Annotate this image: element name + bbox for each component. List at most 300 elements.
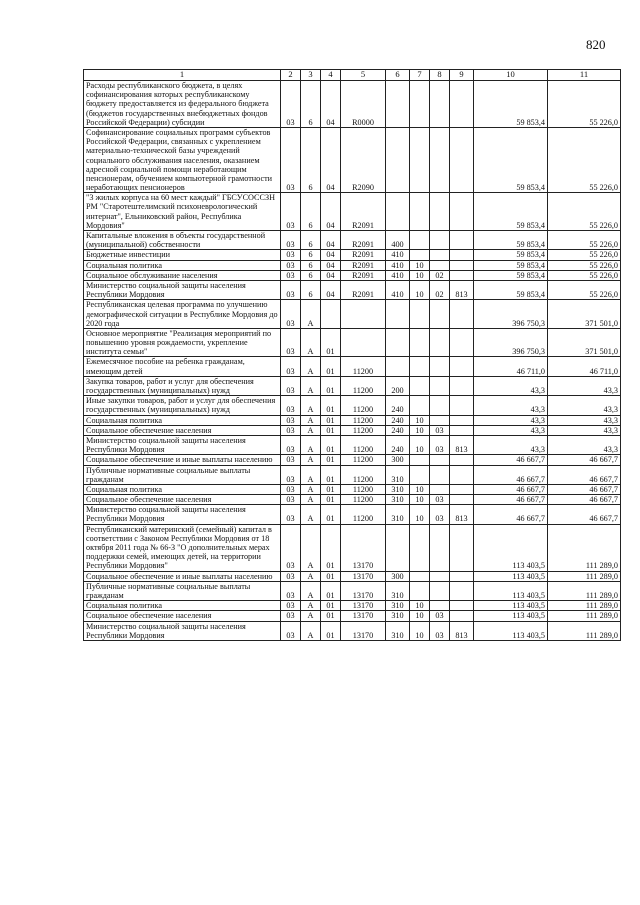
row-name-cell: Республиканская целевая программа по улучшению демографической ситуации в Республике Мордовия до 2020 года xyxy=(84,300,281,329)
row-value-cell: 04 xyxy=(321,280,341,299)
row-value-cell: А xyxy=(301,328,321,357)
row-value-cell xyxy=(450,425,474,435)
row-value-cell: 6 xyxy=(301,280,321,299)
row-value-cell: 01 xyxy=(321,484,341,494)
table-row xyxy=(84,465,621,484)
table-row xyxy=(84,415,621,425)
row-value-cell: 04 xyxy=(321,81,341,128)
row-value-cell xyxy=(450,260,474,270)
table-row xyxy=(84,328,621,357)
row-value-cell: 03 xyxy=(281,260,301,270)
row-name-cell: Социальная политика xyxy=(84,601,281,611)
row-value-cell: 03 xyxy=(281,81,301,128)
row-value-cell: 04 xyxy=(321,231,341,250)
table-row xyxy=(84,435,621,454)
row-value-cell xyxy=(321,300,341,329)
row-value-cell xyxy=(410,328,430,357)
row-value-cell: 43,3 xyxy=(474,376,548,395)
table-row xyxy=(84,571,621,581)
row-value-cell: 03 xyxy=(281,231,301,250)
table-row xyxy=(84,300,621,329)
row-value-cell: 03 xyxy=(281,328,301,357)
row-name-cell: Социальное обеспечение населения xyxy=(84,495,281,505)
row-value-cell xyxy=(450,300,474,329)
row-value-cell: 46 667,7 xyxy=(548,455,621,465)
row-value-cell xyxy=(450,81,474,128)
row-value-cell: 310 xyxy=(386,611,410,621)
row-value-cell: 02 xyxy=(430,270,450,280)
table-row xyxy=(84,621,621,640)
row-name-cell: Социальная политика xyxy=(84,260,281,270)
row-value-cell: А xyxy=(301,611,321,621)
row-value-cell xyxy=(410,81,430,128)
row-name-cell: Закупка товаров, работ и услуг для обеспечения государственных (муниципальных) нужд xyxy=(84,376,281,395)
row-value-cell xyxy=(410,357,430,376)
row-value-cell: 04 xyxy=(321,260,341,270)
row-value-cell: 43,3 xyxy=(474,396,548,415)
row-value-cell: 43,3 xyxy=(548,396,621,415)
row-value-cell: 03 xyxy=(281,415,301,425)
row-value-cell: 240 xyxy=(386,435,410,454)
row-value-cell xyxy=(450,415,474,425)
row-value-cell: 11200 xyxy=(341,455,386,465)
row-value-cell: 6 xyxy=(301,193,321,231)
table-row xyxy=(84,250,621,260)
row-value-cell: 46 667,7 xyxy=(548,484,621,494)
table-row xyxy=(84,495,621,505)
row-value-cell: 04 xyxy=(321,193,341,231)
row-value-cell: 410 xyxy=(386,260,410,270)
row-name-cell: Социальное обеспечение и иные выплаты населению xyxy=(84,455,281,465)
row-value-cell: 01 xyxy=(321,524,341,571)
row-name-cell: Министерство социальной защиты населения Республики Мордовия xyxy=(84,280,281,299)
row-value-cell: А xyxy=(301,465,321,484)
row-value-cell: А xyxy=(301,621,321,640)
row-value-cell: 813 xyxy=(450,621,474,640)
row-value-cell: 10 xyxy=(410,260,430,270)
row-value-cell: А xyxy=(301,415,321,425)
row-value-cell xyxy=(450,328,474,357)
row-value-cell: 111 289,0 xyxy=(548,571,621,581)
row-value-cell: 04 xyxy=(321,127,341,192)
row-value-cell xyxy=(386,357,410,376)
row-value-cell: 03 xyxy=(281,357,301,376)
row-value-cell: 59 853,4 xyxy=(474,231,548,250)
row-value-cell: 46 711,0 xyxy=(548,357,621,376)
row-value-cell: 03 xyxy=(281,524,301,571)
row-value-cell: А xyxy=(301,435,321,454)
row-value-cell: 46 667,7 xyxy=(548,495,621,505)
row-value-cell: 6 xyxy=(301,270,321,280)
row-value-cell xyxy=(450,193,474,231)
row-value-cell: 59 853,4 xyxy=(474,260,548,270)
row-value-cell xyxy=(450,376,474,395)
row-value-cell xyxy=(450,396,474,415)
row-value-cell: 11200 xyxy=(341,465,386,484)
row-value-cell: 410 xyxy=(386,270,410,280)
row-value-cell: 396 750,3 xyxy=(474,300,548,329)
row-value-cell xyxy=(430,581,450,600)
row-value-cell xyxy=(386,127,410,192)
row-value-cell xyxy=(410,581,430,600)
row-value-cell: R2090 xyxy=(341,127,386,192)
row-value-cell xyxy=(450,357,474,376)
row-value-cell xyxy=(430,396,450,415)
row-value-cell: 43,3 xyxy=(548,376,621,395)
row-name-cell: "3 жилых корпуса на 60 мест каждый" ГБСУСОССЗН РМ "Старотештелимский психоневрологический интернат", Ельниковский район, Республика Мордовия" xyxy=(84,193,281,231)
row-value-cell: 03 xyxy=(281,193,301,231)
row-value-cell: 03 xyxy=(430,435,450,454)
row-value-cell: 200 xyxy=(386,376,410,395)
table-header-row xyxy=(84,70,621,81)
row-value-cell: 01 xyxy=(321,621,341,640)
row-value-cell xyxy=(410,524,430,571)
row-value-cell: 310 xyxy=(386,465,410,484)
row-value-cell: 6 xyxy=(301,260,321,270)
row-value-cell xyxy=(430,484,450,494)
row-value-cell xyxy=(450,127,474,192)
row-value-cell: 400 xyxy=(386,231,410,250)
row-value-cell xyxy=(410,250,430,260)
row-value-cell xyxy=(386,81,410,128)
row-value-cell: 01 xyxy=(321,435,341,454)
row-value-cell: 03 xyxy=(281,455,301,465)
row-value-cell: 11200 xyxy=(341,425,386,435)
row-value-cell xyxy=(410,127,430,192)
row-value-cell: 13170 xyxy=(341,571,386,581)
row-value-cell xyxy=(450,270,474,280)
row-value-cell: 01 xyxy=(321,425,341,435)
row-value-cell: 55 226,0 xyxy=(548,231,621,250)
row-value-cell: 02 xyxy=(430,280,450,299)
row-value-cell xyxy=(410,376,430,395)
row-name-cell: Софинансирование социальных программ субъектов Российской Федерации, связанных с укреплением материально-технической базы учреждений социального обслуживания населения, оказанием адресной социальной помощи неработающим пенсионерам, обучением компьютерной грамотности неработающих пенсионеров xyxy=(84,127,281,192)
header-cell: 4 xyxy=(321,70,341,81)
row-name-cell: Основное мероприятие "Реализация мероприятий по повышению уровня рождаемости, укрепление института семьи" xyxy=(84,328,281,357)
table-row xyxy=(84,505,621,524)
row-value-cell xyxy=(410,455,430,465)
row-value-cell xyxy=(386,328,410,357)
row-value-cell: 11200 xyxy=(341,505,386,524)
row-value-cell: 03 xyxy=(430,611,450,621)
row-value-cell: 113 403,5 xyxy=(474,621,548,640)
header-cell: 10 xyxy=(474,70,548,81)
row-value-cell: А xyxy=(301,396,321,415)
row-value-cell: 59 853,4 xyxy=(474,280,548,299)
row-value-cell: 43,3 xyxy=(474,435,548,454)
row-name-cell: Социальное обеспечение и иные выплаты населению xyxy=(84,571,281,581)
row-value-cell: 113 403,5 xyxy=(474,601,548,611)
header-cell: 3 xyxy=(301,70,321,81)
row-value-cell: 55 226,0 xyxy=(548,81,621,128)
row-value-cell: 13170 xyxy=(341,524,386,571)
header-cell: 5 xyxy=(341,70,386,81)
row-value-cell: 03 xyxy=(281,465,301,484)
row-value-cell: 111 289,0 xyxy=(548,611,621,621)
row-value-cell: 01 xyxy=(321,376,341,395)
row-value-cell: 59 853,4 xyxy=(474,127,548,192)
row-value-cell: 6 xyxy=(301,231,321,250)
row-value-cell: 410 xyxy=(386,250,410,260)
row-value-cell: 03 xyxy=(281,484,301,494)
table-row xyxy=(84,280,621,299)
row-value-cell: 03 xyxy=(430,621,450,640)
row-value-cell: 46 667,7 xyxy=(474,505,548,524)
row-value-cell: 10 xyxy=(410,435,430,454)
row-value-cell: А xyxy=(301,524,321,571)
row-value-cell: 310 xyxy=(386,505,410,524)
row-value-cell: 43,3 xyxy=(474,425,548,435)
header-cell: 7 xyxy=(410,70,430,81)
row-value-cell xyxy=(450,250,474,260)
row-value-cell: 43,3 xyxy=(548,435,621,454)
row-value-cell: 01 xyxy=(321,465,341,484)
row-value-cell: 6 xyxy=(301,81,321,128)
row-value-cell: А xyxy=(301,495,321,505)
row-value-cell xyxy=(430,127,450,192)
row-value-cell: 113 403,5 xyxy=(474,524,548,571)
row-value-cell: 03 xyxy=(281,601,301,611)
row-value-cell: 10 xyxy=(410,601,430,611)
row-value-cell xyxy=(341,328,386,357)
row-value-cell: 46 667,7 xyxy=(474,495,548,505)
row-value-cell xyxy=(410,300,430,329)
row-value-cell xyxy=(410,193,430,231)
row-value-cell xyxy=(410,396,430,415)
row-value-cell: 240 xyxy=(386,396,410,415)
row-value-cell: 11200 xyxy=(341,495,386,505)
row-value-cell: А xyxy=(301,300,321,329)
row-value-cell xyxy=(450,601,474,611)
table-row xyxy=(84,601,621,611)
row-name-cell: Социальное обслуживание населения xyxy=(84,270,281,280)
row-value-cell xyxy=(430,455,450,465)
row-name-cell: Иные закупки товаров, работ и услуг для обеспечения государственных (муниципальных) нужд xyxy=(84,396,281,415)
row-name-cell: Министерство социальной защиты населения Республики Мордовия xyxy=(84,505,281,524)
row-value-cell xyxy=(450,484,474,494)
row-value-cell: 10 xyxy=(410,415,430,425)
row-value-cell: 410 xyxy=(386,280,410,299)
row-name-cell: Министерство социальной защиты населения Республики Мордовия xyxy=(84,621,281,640)
row-value-cell xyxy=(430,415,450,425)
row-value-cell: 310 xyxy=(386,484,410,494)
row-value-cell: 11200 xyxy=(341,435,386,454)
row-value-cell: 04 xyxy=(321,250,341,260)
row-value-cell: 10 xyxy=(410,425,430,435)
row-value-cell: А xyxy=(301,484,321,494)
row-name-cell: Социальное обеспечение населения xyxy=(84,425,281,435)
row-name-cell: Расходы республиканского бюджета, в целях софинансирования которых республиканскому бюджету предоставляется из федерального бюджета (бюджетов государственных внебюджетных фондов Российской Федерации) субсидии xyxy=(84,81,281,128)
row-value-cell: 11200 xyxy=(341,396,386,415)
row-value-cell xyxy=(430,231,450,250)
row-value-cell: 03 xyxy=(281,250,301,260)
row-value-cell xyxy=(386,524,410,571)
row-value-cell xyxy=(450,611,474,621)
row-value-cell: 113 403,5 xyxy=(474,611,548,621)
row-value-cell: 46 711,0 xyxy=(474,357,548,376)
row-value-cell: 46 667,7 xyxy=(548,465,621,484)
row-value-cell xyxy=(430,465,450,484)
row-value-cell xyxy=(450,465,474,484)
row-value-cell: 6 xyxy=(301,250,321,260)
row-value-cell: 11200 xyxy=(341,484,386,494)
row-value-cell: 01 xyxy=(321,415,341,425)
row-value-cell xyxy=(430,357,450,376)
row-value-cell: 59 853,4 xyxy=(474,193,548,231)
row-name-cell: Капитальные вложения в объекты государственной (муниципальной) собственности xyxy=(84,231,281,250)
row-value-cell: 11200 xyxy=(341,357,386,376)
table-row xyxy=(84,270,621,280)
row-value-cell: 55 226,0 xyxy=(548,250,621,260)
row-value-cell: 59 853,4 xyxy=(474,81,548,128)
row-value-cell: А xyxy=(301,571,321,581)
row-value-cell: 310 xyxy=(386,621,410,640)
row-value-cell: R2091 xyxy=(341,250,386,260)
row-value-cell: А xyxy=(301,601,321,611)
table-row xyxy=(84,396,621,415)
row-value-cell: 03 xyxy=(281,621,301,640)
row-value-cell: 46 667,7 xyxy=(474,484,548,494)
table-row xyxy=(84,260,621,270)
row-value-cell: 111 289,0 xyxy=(548,601,621,611)
header-cell: 8 xyxy=(430,70,450,81)
table-row xyxy=(84,127,621,192)
row-value-cell: 03 xyxy=(281,270,301,280)
table-row xyxy=(84,455,621,465)
row-value-cell: 10 xyxy=(410,621,430,640)
header-cell: 2 xyxy=(281,70,301,81)
row-value-cell: 46 667,7 xyxy=(548,505,621,524)
table-row xyxy=(84,611,621,621)
row-value-cell: А xyxy=(301,376,321,395)
row-value-cell: 310 xyxy=(386,581,410,600)
row-value-cell: 03 xyxy=(281,127,301,192)
row-value-cell: R2091 xyxy=(341,231,386,250)
header-cell: 6 xyxy=(386,70,410,81)
row-value-cell: 01 xyxy=(321,601,341,611)
row-value-cell: 03 xyxy=(281,611,301,621)
row-value-cell: R2091 xyxy=(341,270,386,280)
row-value-cell: 01 xyxy=(321,396,341,415)
row-value-cell xyxy=(430,250,450,260)
row-value-cell: 240 xyxy=(386,415,410,425)
row-value-cell: 6 xyxy=(301,127,321,192)
row-value-cell: 813 xyxy=(450,435,474,454)
row-value-cell: R2091 xyxy=(341,280,386,299)
table-row xyxy=(84,231,621,250)
row-value-cell: 300 xyxy=(386,571,410,581)
row-value-cell: 10 xyxy=(410,484,430,494)
row-value-cell: 813 xyxy=(450,280,474,299)
row-value-cell: R2091 xyxy=(341,260,386,270)
row-value-cell: 11200 xyxy=(341,415,386,425)
row-value-cell: 03 xyxy=(430,425,450,435)
row-value-cell xyxy=(450,524,474,571)
header-cell: 11 xyxy=(548,70,621,81)
row-value-cell: 46 667,7 xyxy=(474,465,548,484)
row-value-cell xyxy=(450,455,474,465)
row-value-cell xyxy=(386,193,410,231)
row-value-cell xyxy=(430,193,450,231)
row-value-cell xyxy=(450,581,474,600)
row-value-cell: 59 853,4 xyxy=(474,270,548,280)
row-value-cell xyxy=(430,260,450,270)
row-value-cell: 43,3 xyxy=(548,425,621,435)
row-name-cell: Министерство социальной защиты населения Республики Мордовия xyxy=(84,435,281,454)
row-value-cell: А xyxy=(301,581,321,600)
row-value-cell: 55 226,0 xyxy=(548,260,621,270)
row-value-cell: 113 403,5 xyxy=(474,571,548,581)
page-number: 820 xyxy=(586,37,606,52)
row-value-cell: 10 xyxy=(410,495,430,505)
row-value-cell: 371 501,0 xyxy=(548,300,621,329)
row-value-cell xyxy=(430,81,450,128)
row-value-cell: 03 xyxy=(281,376,301,395)
row-value-cell: 13170 xyxy=(341,621,386,640)
row-value-cell xyxy=(410,571,430,581)
row-value-cell: А xyxy=(301,425,321,435)
header-cell: 1 xyxy=(84,70,281,81)
row-name-cell: Публичные нормативные социальные выплаты гражданам xyxy=(84,465,281,484)
row-value-cell: 111 289,0 xyxy=(548,524,621,571)
table-row xyxy=(84,357,621,376)
row-value-cell: 55 226,0 xyxy=(548,193,621,231)
row-value-cell: R0000 xyxy=(341,81,386,128)
table-row xyxy=(84,581,621,600)
row-value-cell: 01 xyxy=(321,571,341,581)
table-row xyxy=(84,376,621,395)
row-value-cell: 03 xyxy=(281,581,301,600)
row-value-cell: 03 xyxy=(281,495,301,505)
row-value-cell xyxy=(410,465,430,484)
row-value-cell xyxy=(450,231,474,250)
row-value-cell: 01 xyxy=(321,581,341,600)
row-value-cell xyxy=(430,601,450,611)
row-value-cell: 03 xyxy=(430,505,450,524)
row-value-cell: 111 289,0 xyxy=(548,581,621,600)
row-value-cell: 43,3 xyxy=(474,415,548,425)
row-name-cell: Социальная политика xyxy=(84,484,281,494)
table-row xyxy=(84,425,621,435)
table-row xyxy=(84,524,621,571)
row-value-cell: А xyxy=(301,505,321,524)
row-name-cell: Социальное обеспечение населения xyxy=(84,611,281,621)
row-value-cell: 01 xyxy=(321,505,341,524)
row-value-cell xyxy=(430,328,450,357)
row-value-cell: 43,3 xyxy=(548,415,621,425)
row-value-cell: 240 xyxy=(386,425,410,435)
row-value-cell xyxy=(386,300,410,329)
row-value-cell xyxy=(410,231,430,250)
row-value-cell: 10 xyxy=(410,280,430,299)
row-value-cell: 01 xyxy=(321,328,341,357)
row-value-cell: 03 xyxy=(281,425,301,435)
row-value-cell: 310 xyxy=(386,495,410,505)
row-value-cell: 03 xyxy=(281,300,301,329)
row-value-cell xyxy=(450,571,474,581)
row-value-cell: 01 xyxy=(321,495,341,505)
row-value-cell: 55 226,0 xyxy=(548,280,621,299)
row-value-cell: 13170 xyxy=(341,581,386,600)
row-value-cell: 813 xyxy=(450,505,474,524)
row-value-cell: 03 xyxy=(281,505,301,524)
table-row xyxy=(84,193,621,231)
row-value-cell: 03 xyxy=(430,495,450,505)
row-value-cell: R2091 xyxy=(341,193,386,231)
row-name-cell: Социальная политика xyxy=(84,415,281,425)
row-value-cell xyxy=(430,571,450,581)
row-value-cell: 03 xyxy=(281,435,301,454)
